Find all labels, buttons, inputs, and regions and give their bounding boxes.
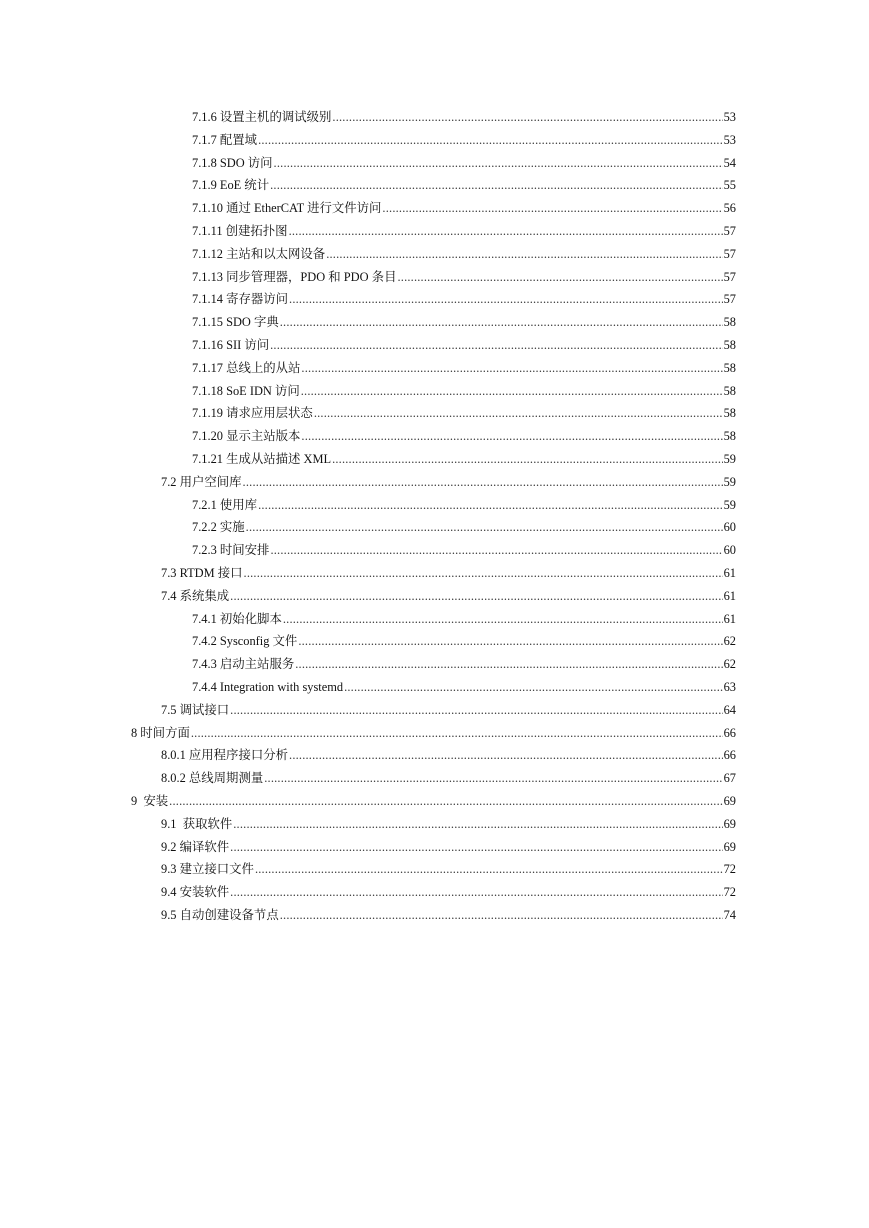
toc-dot-leader [233,813,722,836]
toc-entry-title: 7.1.11 创建拓扑图 [192,223,288,238]
toc-entry[interactable] [0,539,869,562]
toc-dot-leader [243,471,723,494]
toc-entry-title: 7.2.3 时间安排 [192,543,270,558]
toc-entry-page-number: 57 [723,246,736,261]
toc-entry-title: 7.1.6 设置主机的调试级别 [192,110,332,124]
toc-entry-title: 7.1.20 显示主站版本 [192,429,301,444]
toc-entry-page-number: 58 [723,406,736,421]
toc-dot-leader [289,744,723,767]
toc-entry-page-number: 69 [723,793,736,808]
toc-dot-leader [255,858,723,881]
toc-entry-page-number: 59 [723,474,736,489]
toc-entry-page-number: 58 [723,360,736,375]
table-of-contents [0,106,869,927]
toc-entry[interactable] [0,904,869,927]
toc-entry-page-number: 66 [723,725,736,740]
toc-entry[interactable] [0,220,869,243]
toc-dot-leader [295,653,722,676]
toc-entry-title: 7.4.1 初始化脚本 [192,611,282,626]
toc-entry[interactable] [0,311,869,334]
toc-entry[interactable] [0,243,869,266]
toc-entry-title: 8 时间方面 [131,725,190,740]
toc-entry-title: 7.1.19 请求应用层状态 [192,406,313,421]
toc-dot-leader [230,836,722,859]
toc-entry-page-number: 72 [723,885,736,900]
toc-entry[interactable] [0,402,869,425]
toc-dot-leader [289,220,723,243]
toc-entry[interactable] [0,516,869,539]
toc-entry-page-number: 56 [723,201,736,216]
toc-entry[interactable] [0,174,869,197]
toc-entry-page-number: 67 [723,771,736,786]
toc-entry-title: 8.0.1 应用程序接口分析 [161,748,289,763]
toc-entry-page-number: 54 [723,155,736,170]
toc-entry-title: 7.1.17 总线上的从站 [192,360,301,375]
toc-entry[interactable] [0,653,869,676]
toc-entry[interactable] [0,881,869,904]
toc-dot-leader [274,152,723,175]
toc-entry-title: 7.1.16 SII 访问 [192,337,270,352]
toc-entry-page-number: 62 [723,657,736,672]
toc-entry-page-number: 58 [723,429,736,444]
toc-dot-leader [191,722,723,745]
toc-entry-page-number: 64 [723,702,736,717]
toc-entry-page-number: 69 [723,839,736,854]
toc-entry-page-number: 74 [723,907,736,922]
toc-entry-page-number: 66 [723,748,736,763]
toc-entry[interactable] [0,790,869,813]
toc-entry[interactable] [0,562,869,585]
toc-dot-leader [280,904,723,927]
toc-entry[interactable] [0,266,869,289]
toc-entry-title: 7.3 RTDM 接口 [161,565,243,580]
toc-entry-title: 9.3 建立接口文件 [161,862,254,877]
toc-entry-title: 9.4 安装软件 [161,885,230,900]
toc-entry-title: 8.0.2 总线周期测量 [161,771,264,786]
toc-entry[interactable] [0,858,869,881]
toc-entry-title: 9.1 获取软件 [161,816,233,831]
toc-entry-title: 7.2.2 实施 [192,520,245,535]
toc-entry-page-number: 69 [723,816,736,831]
toc-entry-page-number: 58 [723,383,736,398]
toc-dot-leader [246,516,723,539]
toc-entry-title: 9.2 编译软件 [161,839,230,854]
toc-entry-page-number: 58 [723,315,736,330]
toc-entry[interactable] [0,676,869,699]
toc-dot-leader [270,539,722,562]
toc-entry-title: 7.1.8 SDO 访问 [192,155,273,170]
toc-entry-title: 7.1.14 寄存器访问 [192,292,289,307]
toc-dot-leader [298,630,722,653]
toc-entry[interactable] [0,106,869,129]
toc-dot-leader [344,676,723,699]
toc-entry-title: 7.1.7 配置域 [192,132,258,147]
toc-entry-title: 7.4.2 Sysconfig 文件 [192,634,298,649]
toc-entry-title: 7.4 系统集成 [161,588,230,603]
toc-entry-title: 7.1.12 主站和以太网设备 [192,246,326,261]
toc-entry[interactable] [0,608,869,631]
toc-entry-title: 7.1.13 同步管理器，PDO 和 PDO 条目 [192,269,397,284]
toc-entry-title: 7.1.10 通过 EtherCAT 进行文件访问 [192,201,382,216]
toc-entry[interactable] [0,722,869,745]
toc-dot-leader [280,311,723,334]
toc-dot-leader [301,425,722,448]
toc-entry[interactable] [0,813,869,836]
toc-dot-leader [326,243,722,266]
toc-dot-leader [270,174,723,197]
toc-entry[interactable] [0,197,869,220]
toc-entry-page-number: 59 [723,451,736,466]
toc-dot-leader [230,881,722,904]
toc-entry-title: 7.1.9 EoE 统计 [192,178,270,193]
toc-entry-page-number: 57 [723,269,736,284]
toc-dot-leader [301,380,723,403]
toc-dot-leader [169,790,722,813]
toc-dot-leader [382,197,722,220]
toc-entry-title: 7.1.18 SoE IDN 访问 [192,383,300,398]
toc-entry-page-number: 55 [723,178,736,193]
toc-dot-leader [314,402,723,425]
toc-entry-title: 7.4.4 Integration with systemd [192,679,344,694]
toc-dot-leader [270,334,723,357]
toc-entry[interactable] [0,425,869,448]
toc-dot-leader [332,106,722,129]
toc-dot-leader [230,585,722,608]
toc-dot-leader [283,608,723,631]
toc-entry-page-number: 59 [723,497,736,512]
toc-dot-leader [332,448,723,471]
toc-dot-leader [264,767,722,790]
toc-entry[interactable] [0,334,869,357]
toc-entry[interactable] [0,152,869,175]
toc-entry-page-number: 62 [723,634,736,649]
toc-entry-page-number: 63 [723,679,736,694]
toc-entry[interactable] [0,288,869,311]
toc-entry[interactable] [0,767,869,790]
toc-entry-title: 7.2.1 使用库 [192,497,258,512]
toc-entry[interactable] [0,744,869,767]
toc-entry-page-number: 61 [723,588,736,603]
toc-dot-leader [397,266,722,289]
toc-entry[interactable] [0,471,869,494]
toc-entry[interactable] [0,699,869,722]
toc-dot-leader [258,129,723,152]
toc-entry-title: 9.5 自动创建设备节点 [161,907,279,922]
toc-entry-page-number: 61 [723,611,736,626]
toc-entry-title: 7.5 调试接口 [161,702,230,717]
toc-dot-leader [258,494,723,517]
toc-entry[interactable] [0,380,869,403]
toc-entry-page-number: 72 [723,862,736,877]
toc-entry-page-number: 53 [723,132,736,147]
toc-entry-page-number: 53 [723,110,736,124]
toc-entry[interactable] [0,630,869,653]
toc-entry-page-number: 57 [723,223,736,238]
toc-entry-page-number: 57 [723,292,736,307]
toc-entry[interactable] [0,448,869,471]
toc-entry-title: 9 安装 [131,793,169,808]
toc-entry[interactable] [0,357,869,380]
toc-dot-leader [301,357,722,380]
toc-dot-leader [289,288,723,311]
toc-entry[interactable] [0,585,869,608]
toc-dot-leader [230,699,722,722]
toc-dot-leader [244,562,723,585]
toc-entry[interactable] [0,129,869,152]
toc-entry-page-number: 60 [723,520,736,535]
toc-entry-title: 7.2 用户空间库 [161,474,242,489]
toc-entry-title: 7.1.15 SDO 字典 [192,315,279,330]
toc-entry[interactable] [0,494,869,517]
toc-entry-title: 7.4.3 启动主站服务 [192,657,295,672]
toc-entry[interactable] [0,836,869,859]
toc-entry-page-number: 61 [723,565,736,580]
toc-entry-page-number: 60 [723,543,736,558]
toc-entry-page-number: 58 [723,337,736,352]
toc-entry-title: 7.1.21 生成从站描述 XML [192,451,332,466]
